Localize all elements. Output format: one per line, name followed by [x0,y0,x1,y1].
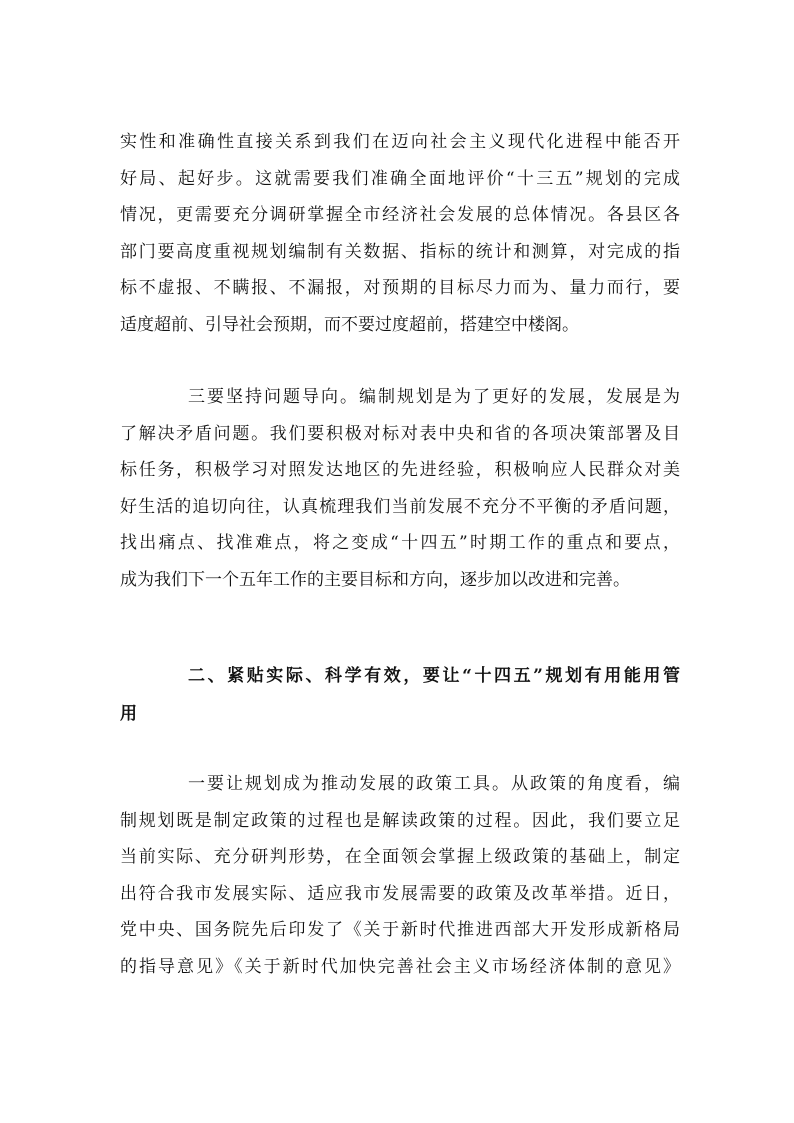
paragraph-line: 适度超前、引导社会预期，而不要过度超前，搭建空中楼阁。 [120,314,579,335]
paragraph-line: 实性和准确性直接关系到我们在迈向社会主义现代化进程中能否开 [120,132,680,152]
paragraph-line: 好生活的追切向往，认真梳理我们当前发展不充分不平衡的矛盾问题， [120,496,680,517]
paragraph-line: 党中央、国务院先后印发了《关于新时代推进西部大开发形成新格局 [120,920,680,940]
body-paragraph-1 [120,124,680,343]
body-paragraph-2 [120,379,680,598]
paragraph-line: 三要坚持问题导向。编制规划是为了更好的发展，发展是为 [188,387,680,407]
heading-line: 用 [120,704,137,724]
paragraph-line: 制规划既是制定政策的过程也是解读政策的过程。因此，我们要立足 [120,810,680,831]
paragraph-line: 出符合我市发展实际、适应我市发展需要的政策及改革举措。近日， [120,883,680,904]
paragraph-line: 好局、起好步。这就需要我们准确全面地评价“十三五”规划的完成 [120,168,680,189]
paragraph-line: 部门要高度重视规划编制有关数据、指标的统计和测算，对完成的指 [120,241,680,262]
paragraph-line: 找出痛点、找准难点，将之变成“十四五”时期工作的重点和要点， [120,533,680,553]
paragraph-line: 标不虚报、不瞒报、不漏报，对预期的目标尽力而为、量力而行，要 [120,278,680,298]
paragraph-line: 标任务，积极学习对照发达地区的先进经验，积极响应人民群众对美 [120,460,680,480]
paragraph-line: 了解决矛盾问题。我们要积极对标对表中央和省的各项决策部署及目 [120,423,680,444]
paragraph-line: 成为我们下一个五年工作的主要目标和方向，逐步加以改进和完善。 [120,569,630,590]
paragraph-line: 情况，更需要充分调研掌握全市经济社会发展的总体情况。各县区各 [120,205,680,225]
paragraph-line: 一要让规划成为推动发展的政策工具。从政策的角度看，编 [188,774,680,794]
section-heading-2 [120,657,680,733]
body-paragraph-3 [120,766,680,985]
paragraph-line: 的指导意见》《关于新时代加快完善社会主义市场经济体制的意见》 [120,956,680,977]
heading-line: 二、紧贴实际、科学有效，要让“十四五”规划有用能用管 [188,666,680,686]
paragraph-line: 当前实际、充分研判形势，在全面领会掌握上级政策的基础上，制定 [120,847,680,867]
